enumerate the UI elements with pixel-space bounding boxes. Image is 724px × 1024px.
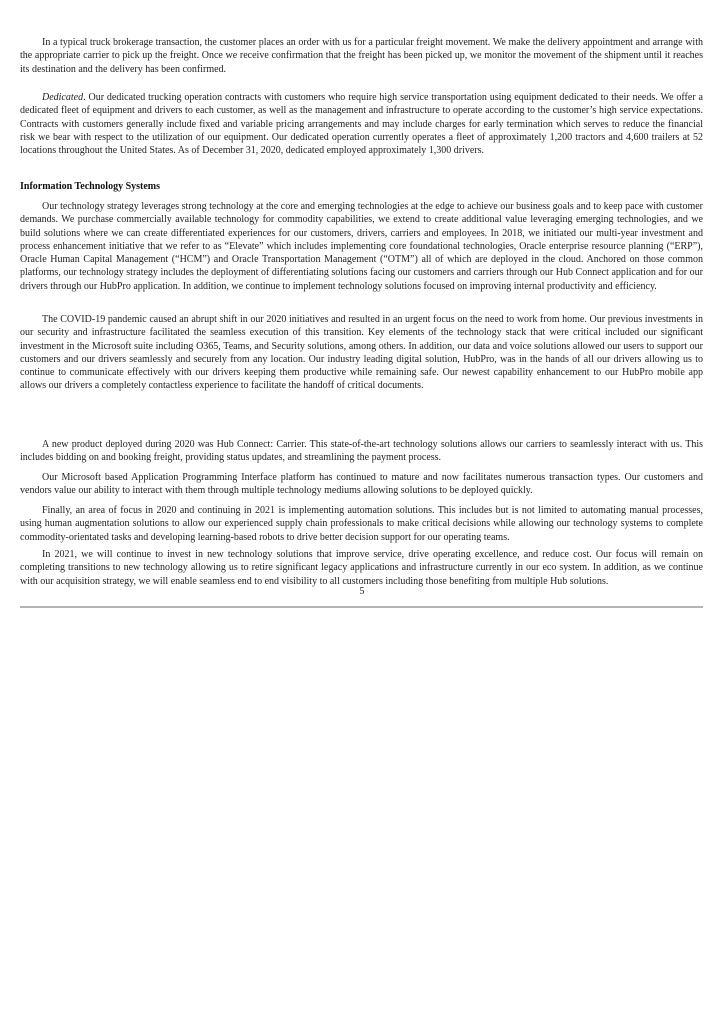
paragraph-hub-connect: A new product deployed during 2020 was Hub Connect: Carrier. This state-of-the-art technology solutions allows our carriers to seamlessly interact with us. This includes bidding on and booking freight, providing status updates, and streamlining the payment process. — [20, 439, 703, 464]
paragraph-outlook: In 2021, we will continue to invest in new technology solutions that improve service, drive operating excellence, and reduce cost. Our focus will remain on completing transitions to new technology allowing us to retire significant legacy applications and infrastructure currently in our eco system. In addition, as we continue with our acquisition strategy, we will enable seamless end to end visibility to all customers including those benefiting from multiple Hub solutions. — [20, 549, 703, 587]
page-number: 5 — [359, 586, 365, 597]
paragraph-api: Our Microsoft based Application Programming Interface platform has continued to mature and now facilitates numerous transaction types. Our customers and vendors value our ability to interact with them through multiple technology mediums allowing solutions to be deployed quickly. — [20, 472, 703, 497]
paragraph-brokerage: In a typical truck brokerage transaction, the customer places an order with us for a particular freight movement. We make the delivery appointment and arrange with the appropriate carrier to pick up the freight. Once we receive confirmation that the freight has been picked up, we monitor the movement of the shipment until it reaches its destination and the delivery has been confirmed. — [20, 37, 703, 75]
page-divider — [20, 606, 703, 608]
section-heading-it-systems: Information Technology Systems — [20, 181, 161, 192]
paragraph-strategy: Our technology strategy leverages strong technology at the core and emerging technologies at the edge to achieve our business goals and to keep pace with customer demands. We purchase commercially available technology for commodity capabilities, we extend to create additional value leveraging emerging technologies, and we build solutions where we can create differentiated experiences for our customers, drivers, carriers and employees. In 2018, we initiated our multi-year investment and process enhancement initiative that we refer to as “Elevate” which includes implementing core foundational technologies, Oracle enterprise resource planning (“ERP”), Oracle Human Capital Management (“HCM”) and Oracle Transportation Management (“OTM”) all of which are deployed in the cloud. Anchored on those common platforms, our technology strategy includes the deployment of differentiating solutions facing our customers and carriers through our Hub Connect application and for our drivers through our HubPro application. In addition, we continue to implement technology solutions focused on improving internal productivity and efficiency. — [20, 201, 703, 292]
paragraph-covid: The COVID-19 pandemic caused an abrupt shift in our 2020 initiatives and resulted in an urgent focus on the need to work from home. Our previous investments in our security and infrastructure facilitated the seamless execution of this transition. Key elements of the technology stack that were critical included our significant investment in the Microsoft suite including O365, Teams, and Security solutions, among others. In addition, our data and voice solutions allowed our users to support our customers and our drivers seamlessly and securely from any location. Our industry leading digital solution, HubPro, was in the hands of all our drivers allowing us to continue to communicate effectively with our drivers keeping them productive while remaining safe. Our newest capability enhancement to our HubPro mobile app allows our drivers a completely contactless experience to facilitate the handoff of critical documents. — [20, 314, 703, 392]
paragraph-automation: Finally, an area of focus in 2020 and continuing in 2021 is implementing automation solutions. This includes but is not limited to automating manual processes, using human augmentation solutions to allow our experienced supply chain professionals to make critical decisions while allowing our technology systems to complete commodity-orientated tasks and developing learning-based robots to drive better decision support for our operating teams. — [20, 505, 703, 543]
dedicated-lead: Dedicated — [42, 92, 84, 103]
paragraph-dedicated — [20, 91, 703, 157]
dedicated-text: . Our dedicated trucking operation contracts with customers who require high service transportation using equipment dedicated to their needs. We offer a dedicated fleet of equipment and drivers to each customer, as well as the management and infrastructure to operate according to the customer’s high service expectations. Contracts with customers generally include fixed and variable pricing arrangements and may include charges for early termination which serves to reduce the financial risk we bear with respect to the utilization of our equipment. Our dedicated operation currently operates a fleet of approximately 1,200 tractors and 4,600 trailers at 52 locations throughout the United States. As of December 31, 2020, dedicated employed approximately 1,300 drivers. — [20, 92, 703, 157]
